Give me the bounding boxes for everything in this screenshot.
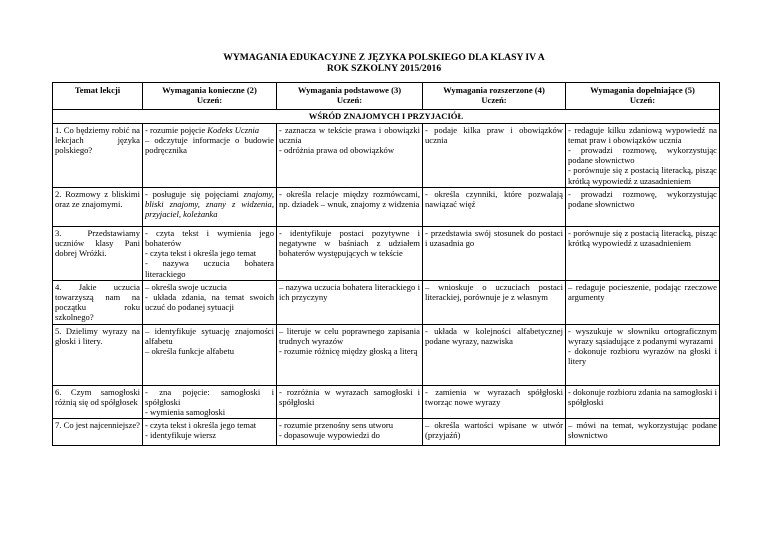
extended-cell: - zamienia w wyrazach spółgłoski tworząc nowe wyrazy [423, 385, 566, 419]
requirements-table [52, 82, 720, 446]
italic-term: Kodeks Ucznia [207, 124, 260, 135]
basic-cell: – nazywa uczucia bohatera literackiego i ich przyczyny [277, 280, 423, 324]
table-row [53, 280, 720, 324]
header-supplementary: Wymagania dopełniające (5) Uczeń: [566, 83, 720, 110]
topic-cell: 3. Przedstawiamy uczniów klasy Pani dobrej Wróżki. [53, 226, 143, 280]
supplementary-cell: - dokonuje rozbioru zdania na samogłoski i spółgłoski [566, 385, 720, 419]
required-cell: - posługuje się pojęciami znajomy, bliski znajomy, znany z widzenia, przyjaciel, koleżanka [143, 187, 277, 226]
topic-cell: 1. Co będziemy robić na lekcjach języka polskiego? [53, 123, 143, 187]
required-cell: - czyta tekst i określa jego temat - identyfikuje wiersz [143, 419, 277, 446]
required-cell: - rozumie pojęcie Kodeks Ucznia – odczytuje informacje o budowie podręcznika [143, 123, 277, 187]
basic-cell: - rozumie przenośny sens utworu - dopasowuje wypowiedzi do [277, 419, 423, 446]
basic-cell: - zaznacza w tekście prawa i obowiązki ucznia - odróżnia prawa od obowiązków [277, 123, 423, 187]
required-cell: - czyta tekst i wymienia jego bohaterów - czyta tekst i określa jego temat - nazywa uczucia bohatera literackiego [143, 226, 277, 280]
supplementary-cell: - porównuje się z postacią literacką, pisząc krótką wypowiedź z uzasadnieniem [566, 226, 720, 280]
extended-cell: – określa wartości wpisane w utwór (przyjaźń) [423, 419, 566, 446]
table-row [53, 187, 720, 226]
header-required: Wymagania konieczne (2) Uczeń: [143, 83, 277, 110]
required-cell: – identyfikuje sytuację znajomości alfabetu – określa funkcje alfabetu [143, 324, 277, 385]
table-row [53, 123, 720, 187]
extended-cell: - określa czynniki, które pozwalają nawiązać więź [423, 187, 566, 226]
extended-cell: - układa w kolejności alfabetycznej podane wyrazy, nazwiska [423, 324, 566, 385]
title-line-2: ROK SZKOLNY 2015/2016 [326, 63, 442, 74]
topic-cell: 5. Dzielimy wyrazy na głoski i litery. [53, 324, 143, 385]
topic-cell: 4. Jakie uczucia towarzyszą nam na początku roku szkolnego? [53, 280, 143, 324]
extended-cell: - podaje kilka praw i obowiązków ucznia [423, 123, 566, 187]
table-row [53, 385, 720, 419]
extended-cell: – wnioskuje o uczuciach postaci literackiej, porównuje je z własnym [423, 280, 566, 324]
extended-cell: - przedstawia swój stosunek do postaci i uzasadnia go [423, 226, 566, 280]
table-row [53, 324, 720, 385]
title-line-1: WYMAGANIA EDUKACYJNE Z JĘZYKA POLSKIEGO DLA KLASY IV A [223, 52, 545, 63]
topic-cell: 2. Rozmowy z bliskimi oraz ze znajomymi. [53, 187, 143, 226]
table-row [53, 419, 720, 446]
required-cell: – określa swoje uczucia - układa zdania, na temat swoich uczuć do podanej sytuacji [143, 280, 277, 324]
supplementary-cell: – mówi na temat, wykorzystując podane słownictwo [566, 419, 720, 446]
topic-cell: 6. Czym samogłoski różnią się od spółgłosek [53, 385, 143, 419]
topic-cell: 7. Co jest najcenniejsze? [53, 419, 143, 446]
header-basic: Wymagania podstawowe (3) Uczeń: [277, 83, 423, 110]
required-cell: - zna pojęcie: samogłoski i spółgłoski - wymienia samogłoski [143, 385, 277, 419]
basic-cell: - określa relacje między rozmówcami, np. dziadek – wnuk, znajomy z widzenia [277, 187, 423, 226]
basic-cell: - identyfikuje postaci pozytywne i negatywne w baśniach z udziałem bohaterów występujących w tekście [277, 226, 423, 280]
basic-cell: - rozróżnia w wyrazach samogłoski i spółgłoski [277, 385, 423, 419]
header-topic: Temat lekcji [53, 83, 143, 110]
document-title [0, 52, 768, 74]
header-extended: Wymagania rozszerzone (4) Uczeń: [423, 83, 566, 110]
supplementary-cell: - redaguje kilku zdaniową wypowiedź na temat praw i obowiązków ucznia - prowadzi rozmowę, wykorzystując podane słownictwo - porównuje się z postacią literacką, pisząc krótką wypowiedź z uzasadnieniem [566, 123, 720, 187]
section-title: WŚRÓD ZNAJOMYCH I PRZYJACIÓŁ [53, 110, 720, 123]
supplementary-cell: - wyszukuje w słowniku ortograficznym wyrazy sąsiadujące z podanymi wyrazami - dokonuje rozbioru wyrazów na głoski i litery [566, 324, 720, 385]
table-row [53, 226, 720, 280]
basic-cell: – literuje w celu poprawnego zapisania trudnych wyrazów - rozumie różnicę między głoską a literą [277, 324, 423, 385]
header-row [53, 83, 720, 110]
supplementary-cell: - prowadzi rozmowę, wykorzystując podane słownictwo [566, 187, 720, 226]
supplementary-cell: – redaguje pocieszenie, podając rzeczowe argumenty [566, 280, 720, 324]
italic-term: znajomy, bliski znajomy, znany z widzenia, przyjaciel, koleżanka [145, 188, 274, 220]
